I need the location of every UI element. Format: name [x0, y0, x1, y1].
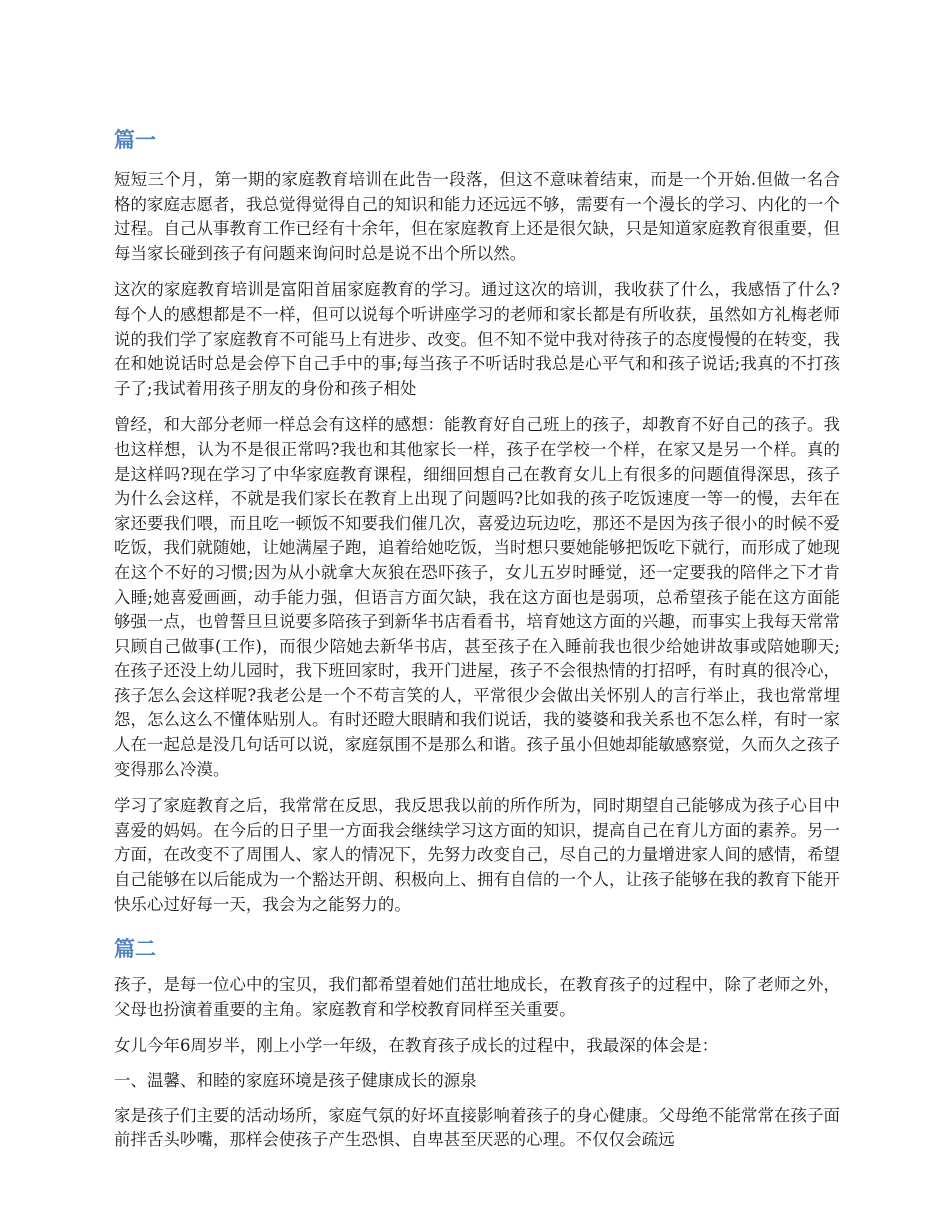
paragraph: 女儿今年6周岁半，刚上小学一年级，在教育孩子成长的过程中，我最深的体会是： [114, 1036, 719, 1056]
paragraph: 曾经，和大部分老师一样总会有这样的感想：能教育好自己班上的孩子，却教育不好自己的孩子。我也这样想，认为不是很正常吗?我也和其他家长一样，孩子在学校一个样，在家又是另一个样。真的是这样吗?现在学习了中华家庭教育课程，细细回想自己在教育女儿上有很多的问题值得深思，孩子为什么会这样，不就是我们家长在教育上出现了问题吗?比如我的孩子吃饭速度一等一的慢，去年在家还要我们喂，而且吃一顿饭不知要我们催几次，喜爱边玩边吃，那还不是因为孩子很小的时候不爱吃饭，我们就随她，让她满屋子跑，追着给她吃饭，当时想只要她能够把饭吃下就行，而形成了她现在这个不好的习惯;因为从小就拿大灰狼在恐吓孩子，女儿五岁时睡觉，还一定要我的陪伴之下才肯入睡;她喜爱画画，动手能力强，但语言方面欠缺，我在这方面也是弱项，总希望孩子能在这方面能够强一点，也曾誓旦旦说要多陪孩子到新华书店看看书，培育她这方面的兴趣，而事实上我每天常常只顾自己做事(工作)，而很少陪她去新华书店，甚至孩子在入睡前我也很少给她讲故事或陪她聊天;在孩子还没上幼儿园时，我下班回家时，我开门进屋，孩子不会很热情的打招呼，有时真的很冷心，孩子怎么会这样呢?我老公是一个不苟言笑的人，平常很少会做出关怀别人的言行举止，我也常常埋怨，怎么这么不懂体贴别人。有时还瞪大眼睛和我们说话，我的婆婆和我关系也不怎么样，有时一家人在一起总是没几句话可以说，家庭氛围不是那么和谐。孩子虽小但她却能敏感察觉，久而久之孩子变得那么冷漠。 [114, 415, 840, 779]
paragraph: 学习了家庭教育之后，我常常在反思，我反思我以前的所作所为，同时期望自己能够成为孩子心目中喜爱的妈妈。在今后的日子里一方面我会继续学习这方面的知识，提高自己在育儿方面的素养。另一方面，在改变不了周围人、家人的情况下，先努力改变自己，尽自己的力量增进家人间的感情，希望自己能够在以后能成为一个豁达开朗、积极向上、拥有自信的一个人，让孩子能够在我的教育下能开快乐心过好每一天，我会为之能努力的。 [114, 796, 840, 914]
paragraph: 这次的家庭教育培训是富阳首届家庭教育的学习。通过这次的培训，我收获了什么，我感悟了什么?每个人的感想都是不一样，但可以说每个听讲座学习的老师和家长都是有所收获，虽然如方礼梅老师说的我们学了家庭教育不可能马上有进步、改变。但不知不觉中我对待孩子的态度慢慢的在转变，我在和她说话时总是会停下自己手中的事;每当孩子不听话时我总是心平气和和孩子说话;我真的不打孩子了;我试着用孩子朋友的身份和孩子相处 [114, 280, 840, 398]
subheading-paragraph: 一、温馨、和睦的家庭环境是孩子健康成长的源泉 [114, 1071, 477, 1090]
section-heading: 篇二 [114, 937, 156, 962]
section-heading: 篇一 [114, 128, 156, 152]
paragraph: 短短三个月，第一期的家庭教育培训在此告一段落，但这不意味着结束，而是一个开始.但做一名合格的家庭志愿者，我总觉得觉得自己的知识和能力还远远不够，需要有一个漫长的学习、内化的一个过程。自己从事教育工作已经有十余年，但在家庭教育上还是很欠缺，只是知道家庭教育很重要，但每当家长碰到孩子有问题来询问时总是说不出个所以然。 [114, 170, 840, 263]
paragraph: 家是孩子们主要的活动场所，家庭气氛的好坏直接影响着孩子的身心健康。父母绝不能常常在孩子面前拌舌头吵嘴，那样会使孩子产生恐惧、自卑甚至厌恶的心理。不仅仅会疏远 [114, 1105, 840, 1150]
document-page [114, 120, 840, 1165]
paragraph: 孩子，是每一位心中的宝贝，我们都希望着她们茁壮地成长，在教育孩子的过程中，除了老师之外，父母也扮演着重要的主角。家庭教育和学校教育同样至关重要。 [114, 975, 840, 1019]
